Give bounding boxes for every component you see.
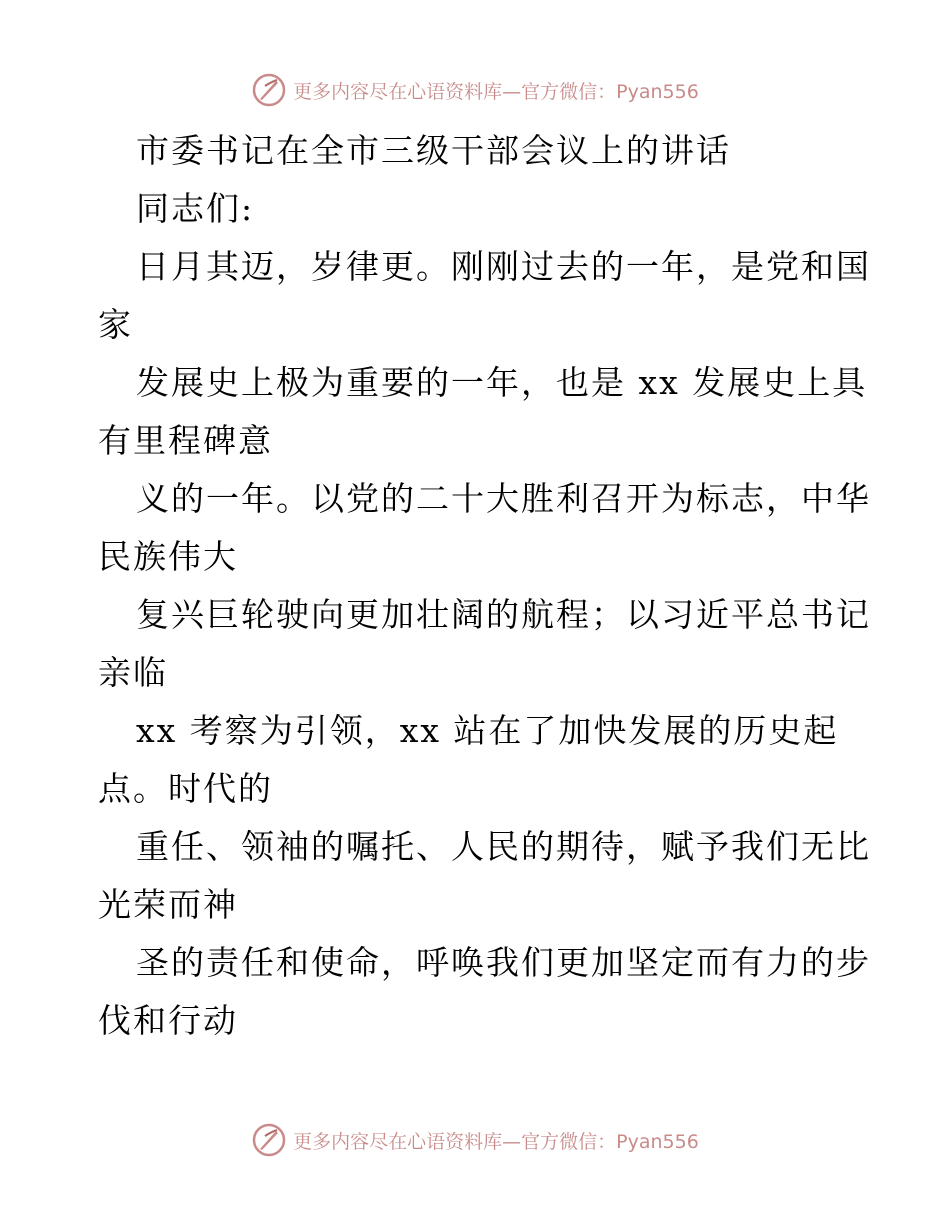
text-line: 光荣而神 (98, 885, 238, 924)
pen-feather-icon (251, 72, 287, 108)
text-line: 亲临 (98, 653, 168, 692)
text-line: 点。时代的 (98, 769, 273, 808)
watermark-text: 更多内容尽在心语资料库—官方微信：Pyan556 (293, 1130, 699, 1153)
text-line: 民族伟大 (98, 537, 238, 576)
text-line: 圣的责任和使命，呼唤我们更加坚定而有力的步 (136, 943, 871, 982)
text-line: 复兴巨轮驶向更加壮阔的航程；以习近平总书记 (136, 595, 871, 634)
watermark-text: 更多内容尽在心语资料库—官方微信：Pyan556 (293, 80, 699, 103)
text-line: 家 (98, 305, 133, 344)
text-line: 日月其迈，岁律更。刚刚过去的一年，是党和国 (136, 247, 871, 286)
footer-watermark (0, 1120, 950, 1160)
salutation: 同志们: (136, 189, 255, 228)
text-line: 伐和行动 (98, 1001, 238, 1040)
text-line: 义的一年。以党的二十大胜利召开为标志，中华 (136, 479, 871, 518)
document-body (98, 122, 871, 1050)
text-line: 重任、领袖的嘱托、人民的期待，赋予我们无比 (136, 827, 871, 866)
header-watermark (0, 70, 950, 110)
text-line: 有里程碑意 (98, 421, 273, 460)
document-title: 市委书记在全市三级干部会议上的讲话 (136, 131, 731, 170)
text-line: xx 考察为引领，xx 站在了加快发展的历史起 (136, 711, 839, 750)
pen-feather-icon (251, 1122, 287, 1158)
text-line: 发展史上极为重要的一年，也是 xx 发展史上具 (136, 363, 868, 402)
